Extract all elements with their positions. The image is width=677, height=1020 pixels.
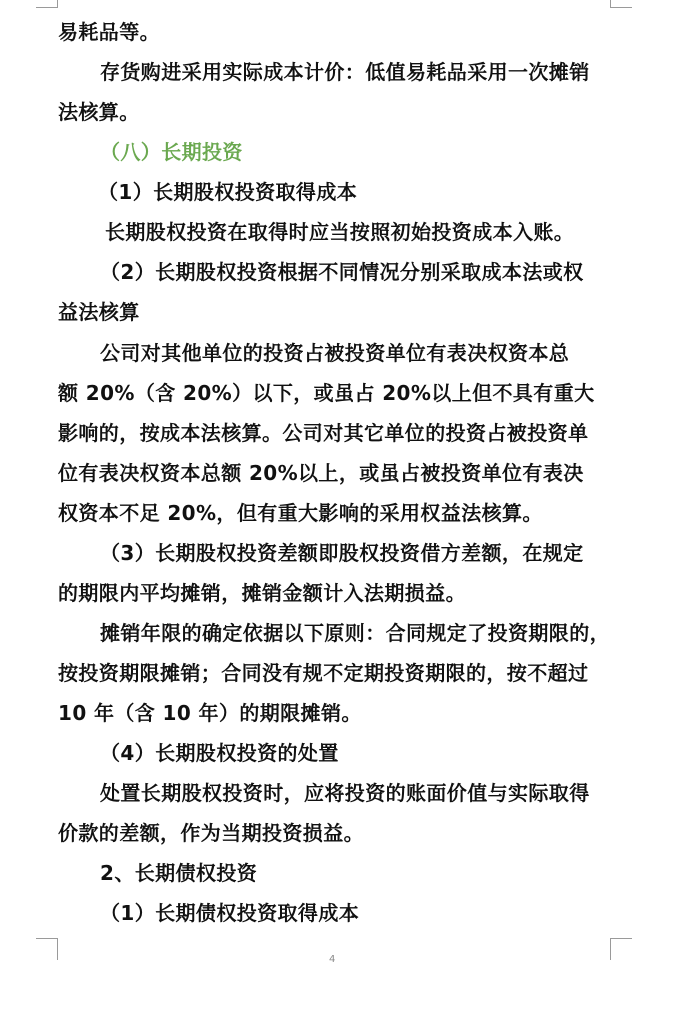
text-line-15: 的期限内平均摊销，摊销金额计入法期损益。 [58, 581, 466, 605]
subheading-3: （3）长期股权投资差额即股权投资借方差额，在规定 [100, 541, 584, 565]
text-line-8: 益法核算 [58, 300, 140, 324]
crop-mark-top-left [57, 0, 58, 7]
crop-mark-bottom-right-h [610, 938, 632, 939]
text-line-1: 易耗品等。 [58, 20, 160, 44]
text-line-17: 按投资期限摊销；合同没有规不定期投资期限的，按不超过 [58, 661, 589, 685]
subheading-5: 2、长期债权投资 [100, 861, 258, 885]
crop-mark-top-right-h [610, 7, 632, 8]
section-heading: （八）长期投资 [100, 140, 243, 164]
page-number: 4 [329, 954, 336, 965]
text-line-18: 10 年（含 10 年）的期限摊销。 [58, 701, 362, 725]
crop-mark-top-left-h [36, 7, 58, 8]
text-line-20: 处置长期股权投资时，应将投资的账面价值与实际取得 [100, 781, 590, 805]
text-line-12: 位有表决权资本总额 20%以上，或虽占被投资单位有表决 [58, 461, 584, 485]
crop-mark-bottom-right [610, 938, 611, 960]
crop-mark-bottom-left-h [36, 938, 58, 939]
crop-mark-bottom-left [57, 938, 58, 960]
text-line-13: 权资本不足 20%，但有重大影响的采用权益法核算。 [58, 501, 543, 525]
subheading-6: （1）长期债权投资取得成本 [100, 901, 360, 925]
text-line-11: 影响的，按成本法核算。公司对其它单位的投资占被投资单 [58, 421, 589, 445]
text-line-6: 长期股权投资在取得时应当按照初始投资成本入账。 [105, 220, 575, 244]
subheading-4: （4）长期股权投资的处置 [100, 741, 339, 765]
subheading-2: （2）长期股权投资根据不同情况分别采取成本法或权 [100, 260, 584, 284]
text-line-3: 法核算。 [58, 100, 140, 124]
text-line-21: 价款的差额，作为当期投资损益。 [58, 821, 364, 845]
text-line-9: 公司对其他单位的投资占被投资单位有表决权资本总 [100, 341, 570, 365]
text-line-10: 额 20%（含 20%）以下，或虽占 20%以上但不具有重大 [58, 381, 595, 405]
crop-mark-top-right [610, 0, 611, 7]
subheading-1: （1）长期股权投资取得成本 [98, 180, 358, 204]
text-line-2: 存货购进采用实际成本计价：低值易耗品采用一次摊销 [100, 60, 590, 84]
text-line-16: 摊销年限的确定依据以下原则：合同规定了投资期限的， [100, 621, 610, 645]
